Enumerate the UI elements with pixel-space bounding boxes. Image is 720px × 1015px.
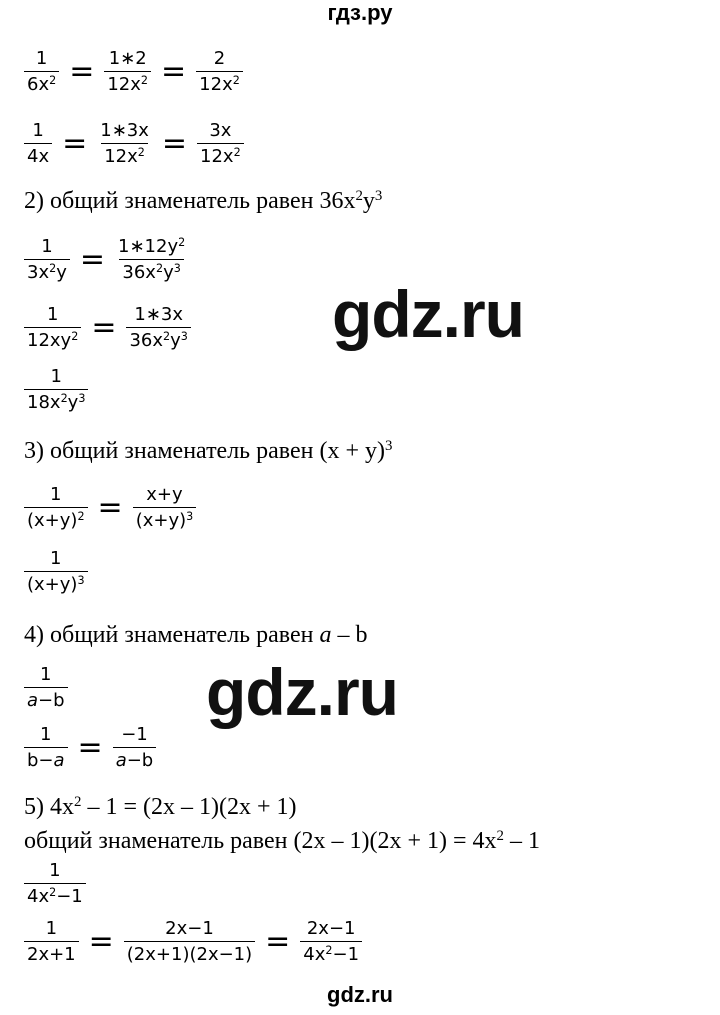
equation-2a: $\frac{1}{3x^2y}$ = $\frac{1∗12y^2}{36x^2y^3}$ (24, 236, 188, 283)
equation-3b (24, 548, 88, 595)
fraction: $\frac{1∗2}{12x^2}$ (104, 48, 151, 95)
fraction: $\frac{x+y}{(x+y)^3}$ (133, 484, 197, 531)
watermark: gdz.ru (332, 277, 524, 351)
fraction: $\frac{1}{18x^2y^3}$ (24, 366, 88, 413)
section-heading-2: 2) общий знаменатель равен $36x^2y^3$ (24, 187, 383, 214)
fraction: $\frac{2x-1}{4x^2-1}$ (300, 918, 362, 965)
equation-4a (24, 664, 68, 711)
equation-3a: $\frac{1}{(x+y)^2}$ = $\frac{x+y}{(x+y)^3}$ (24, 484, 196, 531)
equation-line-1: $\frac{1}{6x^2}$ = $\frac{1∗2}{12x^2}$ = $\frac{2}{12x^2}$ (24, 48, 243, 95)
fraction: $\frac{1}{6x^2}$ (24, 48, 59, 95)
section-heading-5b: общий знаменатель равен $(2x - 1)(2x + 1) = 4x^2 - 1$ (24, 827, 540, 854)
fraction: $\frac{-1}{a-b}$ (113, 724, 157, 771)
fraction: $\frac{1∗3x}{12x^2}$ (100, 120, 149, 167)
fraction: $\frac{1∗12y^2}{36x^2y^3}$ (118, 235, 186, 283)
section-heading-5: 5) $4x^2 - 1 = (2x - 1)(2x + 1)$ (24, 793, 297, 820)
fraction: $\frac{1}{2x+1}$ (24, 918, 79, 965)
watermark: gdz.ru (206, 655, 398, 729)
fraction: $\frac{1}{(x+y)^2}$ (24, 484, 88, 531)
equation-line-2: $\frac{1}{4x}$ = $\frac{1∗3x}{12x^2}$ = $\frac{3x}{12x^2}$ (24, 120, 244, 167)
equation-2c (24, 366, 88, 413)
fraction: $\frac{1}{12xy^2}$ (24, 304, 81, 351)
fraction: $\frac{2}{12x^2}$ (196, 48, 243, 95)
fraction: $\frac{1}{4x^2-1}$ (24, 860, 86, 907)
equation-2b: $\frac{1}{12xy^2}$ = $\frac{1∗3x}{36x^2y^3}$ (24, 304, 191, 351)
fraction: $\frac{1}{4x}$ (24, 120, 52, 167)
section-heading-4: 4) общий знаменатель равен a – b (24, 622, 368, 648)
fraction: $\frac{1}{a-b}$ (24, 664, 68, 711)
fraction: $\frac{1}{(x+y)^3}$ (24, 548, 88, 595)
equation-5a (24, 860, 86, 907)
equation-4b: $\frac{1}{b-a}$ = $\frac{-1}{a-b}$ (24, 724, 156, 771)
equation-5b: $\frac{1}{2x+1}$ = $\frac{2x-1}{(2x+1)(2x-1)}$ = $\frac{2x-1}{4x^2-1}$ (24, 918, 362, 965)
section-heading-3: 3) общий знаменатель равен $(x + y)^3$ (24, 437, 393, 464)
fraction: $\frac{2x-1}{(2x+1)(2x-1)}$ (124, 918, 255, 965)
fraction: $\frac{3x}{12x^2}$ (197, 120, 244, 167)
site-header: гдз.ру (327, 0, 393, 25)
fraction: $\frac{1}{b-a}$ (24, 724, 68, 771)
site-footer: gdz.ru (327, 982, 393, 1007)
fraction: $\frac{1∗3x}{36x^2y^3}$ (126, 304, 190, 351)
fraction: $\frac{1}{3x^2y}$ (24, 236, 70, 283)
